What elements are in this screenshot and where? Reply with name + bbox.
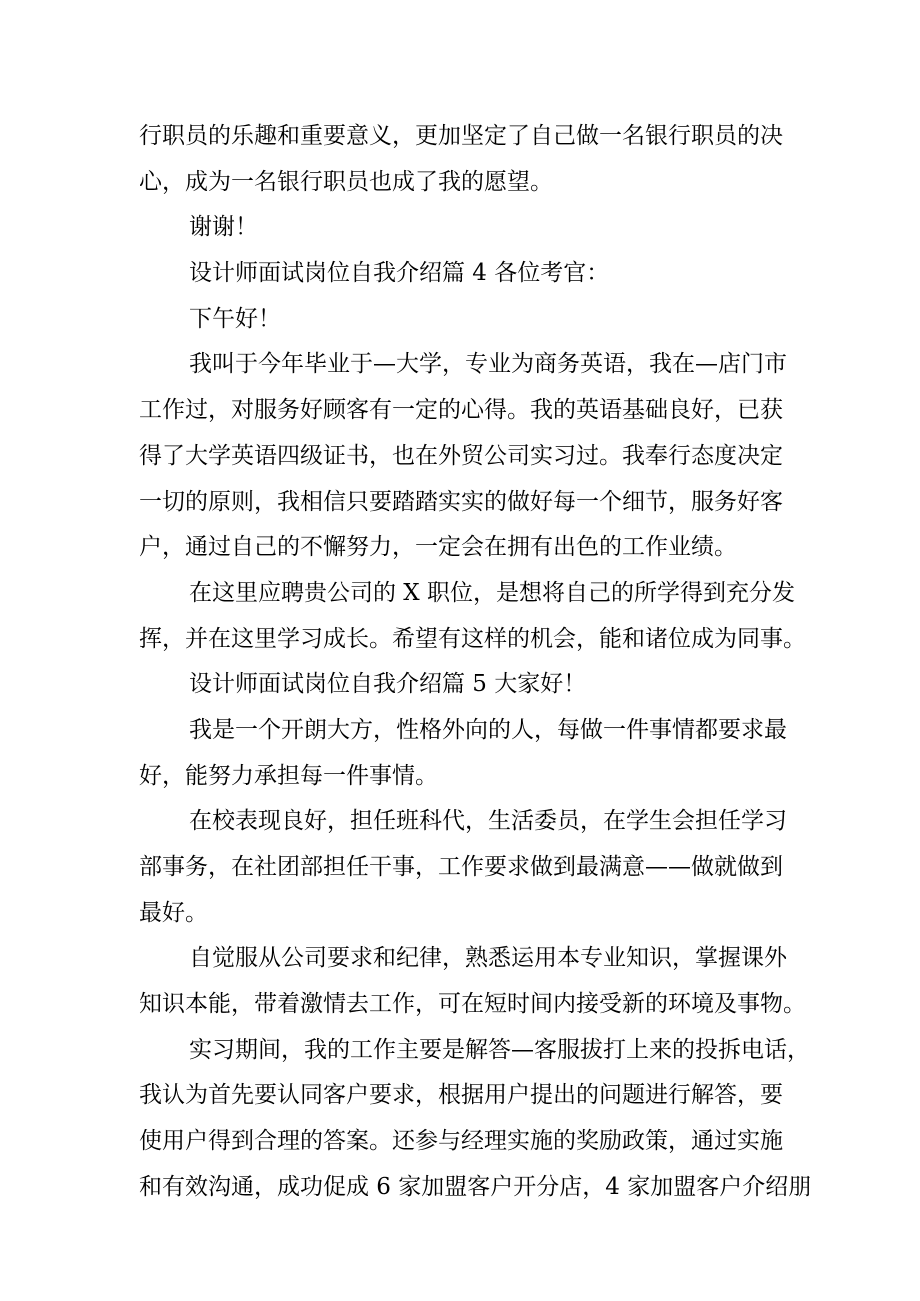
text-line: 知识本能，带着激情去工作，可在短时间内接受新的环境及事物。	[139, 991, 806, 1018]
text-line: 好，能努力承担每一件事情。	[139, 762, 438, 789]
text-line: 我认为首先要认同客户要求，根据用户提出的问题进行解答，要	[139, 1082, 783, 1109]
text-line: 得了大学英语四级证书，也在外贸公司实习过。我奉行态度决定	[139, 442, 783, 469]
text-line: 下午好！	[189, 305, 281, 332]
text-line: 使用户得到合理的答案。还参与经理实施的奖励政策，通过实施	[139, 1128, 783, 1155]
text-line: 一切的原则，我相信只要踏踏实实的做好每一个细节，服务好客	[139, 488, 783, 515]
text-line: 最好。	[139, 899, 208, 926]
section-heading: 设计师面试岗位自我介绍篇 5 大家好！	[189, 671, 587, 698]
text-line: 行职员的乐趣和重要意义，更加坚定了自己做一名银行职员的决	[139, 123, 783, 149]
text-line: 在校表现良好，担任班科代，生活委员，在学生会担任学习	[189, 808, 787, 835]
text-line: 实习期间，我的工作主要是解答—客服拔打上来的投拆电话，	[189, 1036, 810, 1063]
text-line: 我是一个开朗大方，性格外向的人，每做一件事情都要求最	[189, 716, 787, 743]
text-line: 户，通过自己的不懈努力，一定会在拥有出色的工作业绩。	[139, 534, 737, 561]
text-line: 和有效沟通，成功促成 6 家加盟客户开分店，4 家加盟客户介绍朋	[139, 1173, 812, 1200]
text-line: 在这里应聘贵公司的 X 职位，是想将自己的所学得到充分发	[189, 579, 795, 606]
section-heading: 设计师面试岗位自我介绍篇 4 各位考官：	[189, 260, 610, 287]
text-line: 心，成为一名银行职员也成了我的愿望。	[139, 168, 553, 195]
text-line: 工作过，对服务好顾客有一定的心得。我的英语基础良好，已获	[139, 397, 783, 424]
text-line: 部事务，在社团部担任干事，工作要求做到最满意——做就做到	[139, 854, 783, 880]
body-text	[139, 114, 812, 1211]
text-line: 谢谢！	[189, 214, 258, 241]
text-line: 挥，并在这里学习成长。希望有这样的机会，能和诸位成为同事。	[139, 625, 806, 652]
text-line: 我叫于今年毕业于—大学，专业为商务英语，我在—店门市	[189, 351, 787, 378]
text-line: 自觉服从公司要求和纪律，熟悉运用本专业知识，掌握课外	[189, 945, 787, 972]
